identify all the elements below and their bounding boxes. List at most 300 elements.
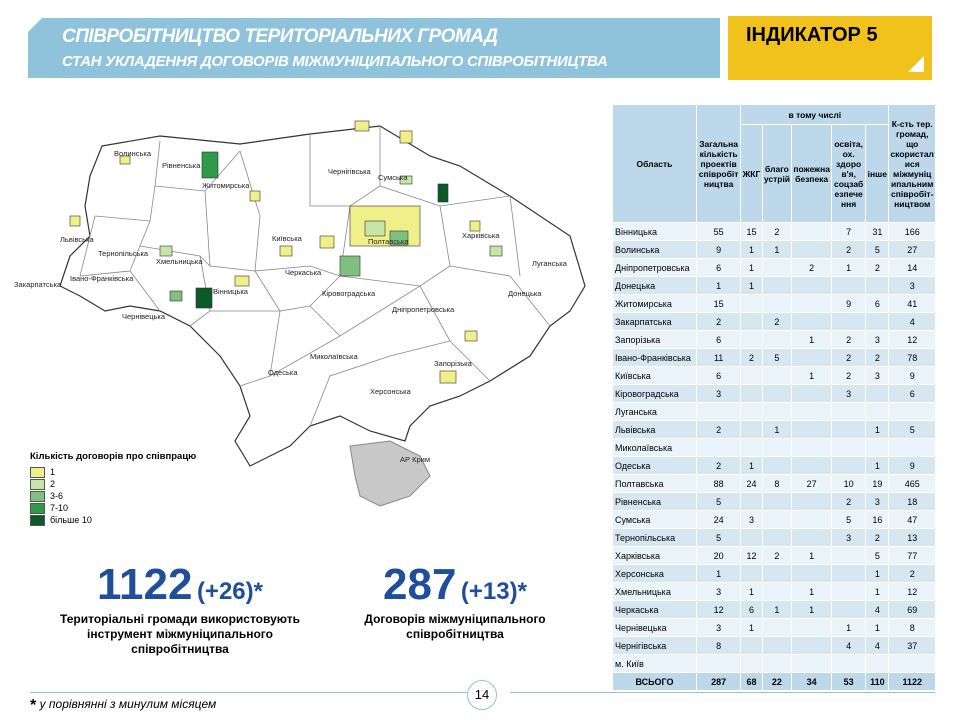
cell-zhkg: 1 xyxy=(741,277,762,295)
cell-zhkg: 3 xyxy=(741,511,762,529)
footnote-asterisk: * xyxy=(30,697,37,714)
footnote-text: у порівнянні з минулим місяцем xyxy=(39,697,217,711)
cell-region: Закарпатська xyxy=(613,313,697,331)
table-row xyxy=(613,349,936,367)
cell-comm: 12 xyxy=(889,331,936,349)
cell-edu xyxy=(832,313,866,331)
cell-comm xyxy=(889,403,936,421)
cell-total: 20 xyxy=(696,547,740,565)
label-poltavska: Полтавська xyxy=(368,237,409,246)
cell-edu: 2 xyxy=(832,331,866,349)
cell-edu: 2 xyxy=(832,493,866,511)
cell-edu: 4 xyxy=(832,637,866,655)
page-number: 14 xyxy=(467,680,497,710)
legend-title: Кількість договорів про співпрацю xyxy=(30,451,197,462)
table-row xyxy=(613,655,936,673)
cell-fire xyxy=(792,223,832,241)
cell-impr: 2 xyxy=(762,547,792,565)
cell-region: Чернігівська xyxy=(613,637,697,655)
table-row xyxy=(613,331,936,349)
cell-zhkg xyxy=(741,529,762,547)
indicator-badge xyxy=(728,16,932,80)
cell-fire: 1 xyxy=(792,367,832,385)
cell-comm: 6 xyxy=(889,385,936,403)
table-row xyxy=(613,241,936,259)
cell-zhkg xyxy=(741,439,762,457)
stat-communities xyxy=(40,560,320,657)
cell-region: Чернівецька xyxy=(613,619,697,637)
cell-zhkg: 12 xyxy=(741,547,762,565)
cell-total: 2 xyxy=(696,421,740,439)
legend-item xyxy=(30,490,196,502)
cell-zhkg: 2 xyxy=(741,349,762,367)
cell-region: Одеська xyxy=(613,457,697,475)
legend-label: 2 xyxy=(50,479,56,489)
table-row xyxy=(613,493,936,511)
cell-fire xyxy=(792,349,832,367)
cell-impr xyxy=(762,385,792,403)
cell-comm xyxy=(889,439,936,457)
cell-comm: 9 xyxy=(889,367,936,385)
cell-zhkg xyxy=(741,295,762,313)
cell-edu: 2 xyxy=(832,367,866,385)
cell-edu: 9 xyxy=(832,295,866,313)
cell-region: Хмельницька xyxy=(613,583,697,601)
page-subtitle: СТАН УКЛАДЕННЯ ДОГОВОРІВ МІЖМУНІЦИПАЛЬНОГО СПІВРОБІТНИЦТВА xyxy=(62,53,608,70)
cell-impr xyxy=(762,583,792,601)
cell-fire: 27 xyxy=(792,475,832,493)
cell-edu: 2 xyxy=(832,349,866,367)
cell-region: Вінницька xyxy=(613,223,697,241)
legend-item xyxy=(30,502,196,514)
cell-total xyxy=(696,439,740,457)
cell-other: 1 xyxy=(866,421,889,439)
cell-zhkg xyxy=(741,313,762,331)
legend-swatch xyxy=(30,467,45,478)
cell-zhkg: 24 xyxy=(741,475,762,493)
cell-comm: 9 xyxy=(889,457,936,475)
label-mykolaivska: Миколаївська xyxy=(310,352,358,361)
cell-total: 8 xyxy=(696,637,740,655)
col-header-communities: К-сть тер. громад, що скористал ися міжмуніц ипальним співробіт-ництвом xyxy=(889,105,936,223)
label-zaporizka: Запорізька xyxy=(434,359,472,368)
cell-impr xyxy=(762,277,792,295)
cell-total: 3 xyxy=(696,583,740,601)
total-cell-other: 110 xyxy=(866,673,889,691)
table-row xyxy=(613,457,936,475)
cell-edu xyxy=(832,439,866,457)
cell-impr xyxy=(762,457,792,475)
stat-communities-value xyxy=(40,560,320,610)
cell-other xyxy=(866,655,889,673)
cell-total: 3 xyxy=(696,385,740,403)
legend-swatch xyxy=(30,479,45,490)
table-row xyxy=(613,259,936,277)
cell-fire: 1 xyxy=(792,601,832,619)
cell-impr xyxy=(762,637,792,655)
total-cell-total: 287 xyxy=(696,673,740,691)
label-crimea: АР Крим xyxy=(400,455,430,464)
label-sumska: Сумська xyxy=(378,173,408,182)
stat-communities-number: 1122 xyxy=(97,560,193,609)
cell-other: 16 xyxy=(866,511,889,529)
footnote xyxy=(30,697,216,715)
cell-edu: 7 xyxy=(832,223,866,241)
cell-comm xyxy=(889,655,936,673)
label-dnipropetrovska: Дніпропетровська xyxy=(392,305,455,314)
stat-agreements-desc: Договорів міжмуніципального співробітництва xyxy=(364,612,546,641)
cell-edu: 2 xyxy=(832,241,866,259)
cell-fire xyxy=(792,313,832,331)
stat-agreements-number: 287 xyxy=(383,560,457,609)
col-header-other: інше xyxy=(866,125,889,223)
cell-region: Волинська xyxy=(613,241,697,259)
cell-impr xyxy=(762,655,792,673)
label-kharkivska: Харківська xyxy=(462,231,500,240)
cell-fire xyxy=(792,385,832,403)
cell-comm: 13 xyxy=(889,529,936,547)
cell-impr: 1 xyxy=(762,241,792,259)
cell-fire: 1 xyxy=(792,331,832,349)
cell-fire xyxy=(792,511,832,529)
label-kyivska: Київська xyxy=(272,234,302,243)
cell-fire: 1 xyxy=(792,583,832,601)
cell-other: 1 xyxy=(866,565,889,583)
label-donetska: Донецька xyxy=(508,289,542,298)
cell-zhkg: 1 xyxy=(741,259,762,277)
label-lvivska: Львівська xyxy=(60,235,94,244)
table-row xyxy=(613,511,936,529)
label-zhytomyrska: Житомирська xyxy=(202,181,250,190)
cell-edu xyxy=(832,547,866,565)
table-row xyxy=(613,583,936,601)
map-legend xyxy=(30,451,196,526)
cell-other: 6 xyxy=(866,295,889,313)
cell-region: Івано-Франківська xyxy=(613,349,697,367)
page-title: СПІВРОБІТНИЦТВО ТЕРИТОРІАЛЬНИХ ГРОМАД xyxy=(62,26,498,47)
cell-impr xyxy=(762,529,792,547)
total-cell-zhkg: 68 xyxy=(741,673,762,691)
legend-swatch xyxy=(30,515,45,526)
footer-divider-right xyxy=(510,692,935,693)
cell-comm: 78 xyxy=(889,349,936,367)
cell-region: Сумська xyxy=(613,511,697,529)
cell-other: 2 xyxy=(866,259,889,277)
legend-label: 1 xyxy=(50,467,56,477)
cell-total: 6 xyxy=(696,331,740,349)
cell-fire xyxy=(792,637,832,655)
cell-region: Миколаївська xyxy=(613,439,697,457)
stat-communities-delta: (+26)* xyxy=(196,578,263,605)
cell-region: Київська xyxy=(613,367,697,385)
col-header-improvement: благо устрій xyxy=(762,125,792,223)
label-kirovohradska: Кіровоградська xyxy=(322,289,376,298)
col-header-including: в тому числі xyxy=(741,105,889,125)
header-banner xyxy=(28,18,720,78)
cell-impr xyxy=(762,439,792,457)
cell-comm: 14 xyxy=(889,259,936,277)
table-row xyxy=(613,439,936,457)
table-row xyxy=(613,367,936,385)
cell-comm: 4 xyxy=(889,313,936,331)
cell-impr: 2 xyxy=(762,313,792,331)
table-row xyxy=(613,601,936,619)
cell-comm: 5 xyxy=(889,421,936,439)
cell-fire xyxy=(792,421,832,439)
cell-total: 55 xyxy=(696,223,740,241)
table-row xyxy=(613,637,936,655)
cell-edu xyxy=(832,403,866,421)
cell-impr xyxy=(762,493,792,511)
cell-fire xyxy=(792,241,832,259)
cell-edu: 3 xyxy=(832,385,866,403)
cell-impr: 1 xyxy=(762,601,792,619)
cell-edu: 1 xyxy=(832,259,866,277)
cell-total: 5 xyxy=(696,493,740,511)
total-cell-impr: 22 xyxy=(762,673,792,691)
cell-fire xyxy=(792,439,832,457)
cell-total: 6 xyxy=(696,259,740,277)
cell-region: м. Київ xyxy=(613,655,697,673)
cell-total xyxy=(696,403,740,421)
cell-total xyxy=(696,655,740,673)
cell-zhkg xyxy=(741,367,762,385)
cell-comm: 465 xyxy=(889,475,936,493)
cell-impr xyxy=(762,511,792,529)
cell-fire xyxy=(792,403,832,421)
cell-impr xyxy=(762,295,792,313)
cell-zhkg xyxy=(741,421,762,439)
stat-agreements-delta: (+13)* xyxy=(460,578,527,605)
cell-total: 9 xyxy=(696,241,740,259)
cell-total: 2 xyxy=(696,313,740,331)
cell-impr xyxy=(762,565,792,583)
label-zakarpatska: Закарпатська xyxy=(14,280,62,289)
cell-region: Черкаська xyxy=(613,601,697,619)
indicator-fold-decoration xyxy=(908,56,924,72)
stat-agreements-value xyxy=(340,560,570,610)
label-khmelnytska: Хмельницька xyxy=(156,257,203,266)
banner-corner-decoration xyxy=(28,18,42,32)
cell-comm: 41 xyxy=(889,295,936,313)
cell-impr: 2 xyxy=(762,223,792,241)
cell-zhkg xyxy=(741,655,762,673)
cell-comm: 47 xyxy=(889,511,936,529)
cell-edu xyxy=(832,655,866,673)
cell-other: 1 xyxy=(866,619,889,637)
cell-other: 5 xyxy=(866,547,889,565)
cell-comm: 166 xyxy=(889,223,936,241)
legend-item xyxy=(30,514,196,526)
cell-fire xyxy=(792,295,832,313)
cell-comm: 27 xyxy=(889,241,936,259)
table-row xyxy=(613,403,936,421)
cell-comm: 69 xyxy=(889,601,936,619)
cell-total: 1 xyxy=(696,277,740,295)
cell-total: 5 xyxy=(696,529,740,547)
cell-other: 3 xyxy=(866,331,889,349)
cell-other: 4 xyxy=(866,601,889,619)
cell-fire xyxy=(792,529,832,547)
cell-other: 31 xyxy=(866,223,889,241)
footer-divider-left xyxy=(30,692,475,693)
label-chernihivska: Чернігівська xyxy=(328,167,371,176)
legend-label: 3-6 xyxy=(50,491,64,501)
cell-impr xyxy=(762,403,792,421)
cell-total: 11 xyxy=(696,349,740,367)
cell-comm: 18 xyxy=(889,493,936,511)
cell-impr xyxy=(762,331,792,349)
cell-fire xyxy=(792,619,832,637)
cell-total: 15 xyxy=(696,295,740,313)
cell-zhkg: 6 xyxy=(741,601,762,619)
cell-zhkg: 1 xyxy=(741,457,762,475)
cell-total: 12 xyxy=(696,601,740,619)
cell-total: 1 xyxy=(696,565,740,583)
cell-zhkg xyxy=(741,331,762,349)
cell-zhkg xyxy=(741,637,762,655)
cell-other: 3 xyxy=(866,493,889,511)
total-cell-fire: 34 xyxy=(792,673,832,691)
cell-other: 2 xyxy=(866,529,889,547)
label-chernivetska: Чернівецька xyxy=(122,312,166,321)
cell-edu xyxy=(832,421,866,439)
cell-other xyxy=(866,385,889,403)
cell-total: 2 xyxy=(696,457,740,475)
cell-region: Херсонська xyxy=(613,565,697,583)
total-cell-edu: 53 xyxy=(832,673,866,691)
legend-swatch xyxy=(30,491,45,502)
cell-other: 4 xyxy=(866,637,889,655)
cell-zhkg xyxy=(741,403,762,421)
cell-total: 6 xyxy=(696,367,740,385)
table-row xyxy=(613,313,936,331)
cell-fire: 1 xyxy=(792,547,832,565)
label-luhanska: Луганська xyxy=(532,259,567,268)
cell-edu: 10 xyxy=(832,475,866,493)
cell-edu xyxy=(832,457,866,475)
cell-impr: 1 xyxy=(762,421,792,439)
cell-edu xyxy=(832,601,866,619)
indicator-label: ІНДИКАТОР 5 xyxy=(746,24,878,46)
total-cell-comm: 1122 xyxy=(889,673,936,691)
cell-impr xyxy=(762,259,792,277)
table-row xyxy=(613,277,936,295)
cell-region: Полтавська xyxy=(613,475,697,493)
col-header-fire: пожежна безпека xyxy=(792,125,832,223)
cell-other xyxy=(866,313,889,331)
cell-other: 2 xyxy=(866,349,889,367)
cell-zhkg: 1 xyxy=(741,241,762,259)
cell-region: Луганська xyxy=(613,403,697,421)
cell-comm: 8 xyxy=(889,619,936,637)
cell-edu: 3 xyxy=(832,529,866,547)
legend-label: більше 10 xyxy=(50,515,92,525)
table-row xyxy=(613,547,936,565)
label-odeska: Одеська xyxy=(268,368,298,377)
cell-total: 24 xyxy=(696,511,740,529)
cell-comm: 3 xyxy=(889,277,936,295)
table-row xyxy=(613,223,936,241)
crimea-shape xyxy=(350,441,430,506)
table-row xyxy=(613,385,936,403)
cell-zhkg xyxy=(741,385,762,403)
total-cell-region: ВСЬОГО xyxy=(613,673,697,691)
cell-region: Донецька xyxy=(613,277,697,295)
cell-impr xyxy=(762,619,792,637)
legend-item xyxy=(30,478,196,490)
cell-other: 1 xyxy=(866,583,889,601)
legend-swatch xyxy=(30,503,45,514)
regions-table xyxy=(612,104,936,691)
cell-region: Львівська xyxy=(613,421,697,439)
cell-other: 5 xyxy=(866,241,889,259)
cell-edu xyxy=(832,277,866,295)
label-vinnytska: Вінницька xyxy=(213,287,248,296)
cell-other: 1 xyxy=(866,457,889,475)
label-cherkaska: Черкаська xyxy=(285,268,322,277)
cell-impr: 5 xyxy=(762,349,792,367)
cell-other: 19 xyxy=(866,475,889,493)
cell-edu: 1 xyxy=(832,619,866,637)
cell-comm: 37 xyxy=(889,637,936,655)
cell-edu xyxy=(832,583,866,601)
cell-other xyxy=(866,403,889,421)
cell-impr: 8 xyxy=(762,475,792,493)
cell-zhkg: 1 xyxy=(741,619,762,637)
cell-fire xyxy=(792,493,832,511)
cell-impr xyxy=(762,367,792,385)
col-header-region: Область xyxy=(613,105,697,223)
cell-edu: 5 xyxy=(832,511,866,529)
cell-other xyxy=(866,277,889,295)
cell-region: Кіровоградська xyxy=(613,385,697,403)
cell-zhkg xyxy=(741,565,762,583)
table-row xyxy=(613,529,936,547)
legend-label: 7-10 xyxy=(50,503,69,513)
cell-region: Дніпропетровська xyxy=(613,259,697,277)
cell-comm: 12 xyxy=(889,583,936,601)
cell-zhkg: 1 xyxy=(741,583,762,601)
cell-other xyxy=(866,439,889,457)
table-row xyxy=(613,619,936,637)
legend-item xyxy=(30,466,196,478)
cell-zhkg: 15 xyxy=(741,223,762,241)
stat-communities-desc: Територіальні громади використовують інструмент міжмуніципального співробітництва xyxy=(60,612,300,656)
table-row xyxy=(613,295,936,313)
label-ternopilska: Тернопільська xyxy=(98,249,149,258)
col-header-education: освіта, ох. здоро в'я, соцзаб езпече ння xyxy=(832,125,866,223)
table-row xyxy=(613,565,936,583)
cell-comm: 2 xyxy=(889,565,936,583)
cell-total: 3 xyxy=(696,619,740,637)
cell-fire: 2 xyxy=(792,259,832,277)
cell-comm: 77 xyxy=(889,547,936,565)
col-header-total: Загальна кількість проектів співробіт ництва xyxy=(696,105,740,223)
cell-fire xyxy=(792,655,832,673)
cell-fire xyxy=(792,277,832,295)
cell-region: Житомирська xyxy=(613,295,697,313)
cell-region: Запорізька xyxy=(613,331,697,349)
cell-total: 88 xyxy=(696,475,740,493)
label-ivano-frankivska: Івано-Франківська xyxy=(70,274,134,283)
col-header-zhkg: ЖКГ xyxy=(741,125,762,223)
cell-region: Харківська xyxy=(613,547,697,565)
label-volynska: Волинська xyxy=(114,149,151,158)
stat-agreements xyxy=(340,560,570,642)
table-row xyxy=(613,475,936,493)
table-body xyxy=(613,223,936,691)
